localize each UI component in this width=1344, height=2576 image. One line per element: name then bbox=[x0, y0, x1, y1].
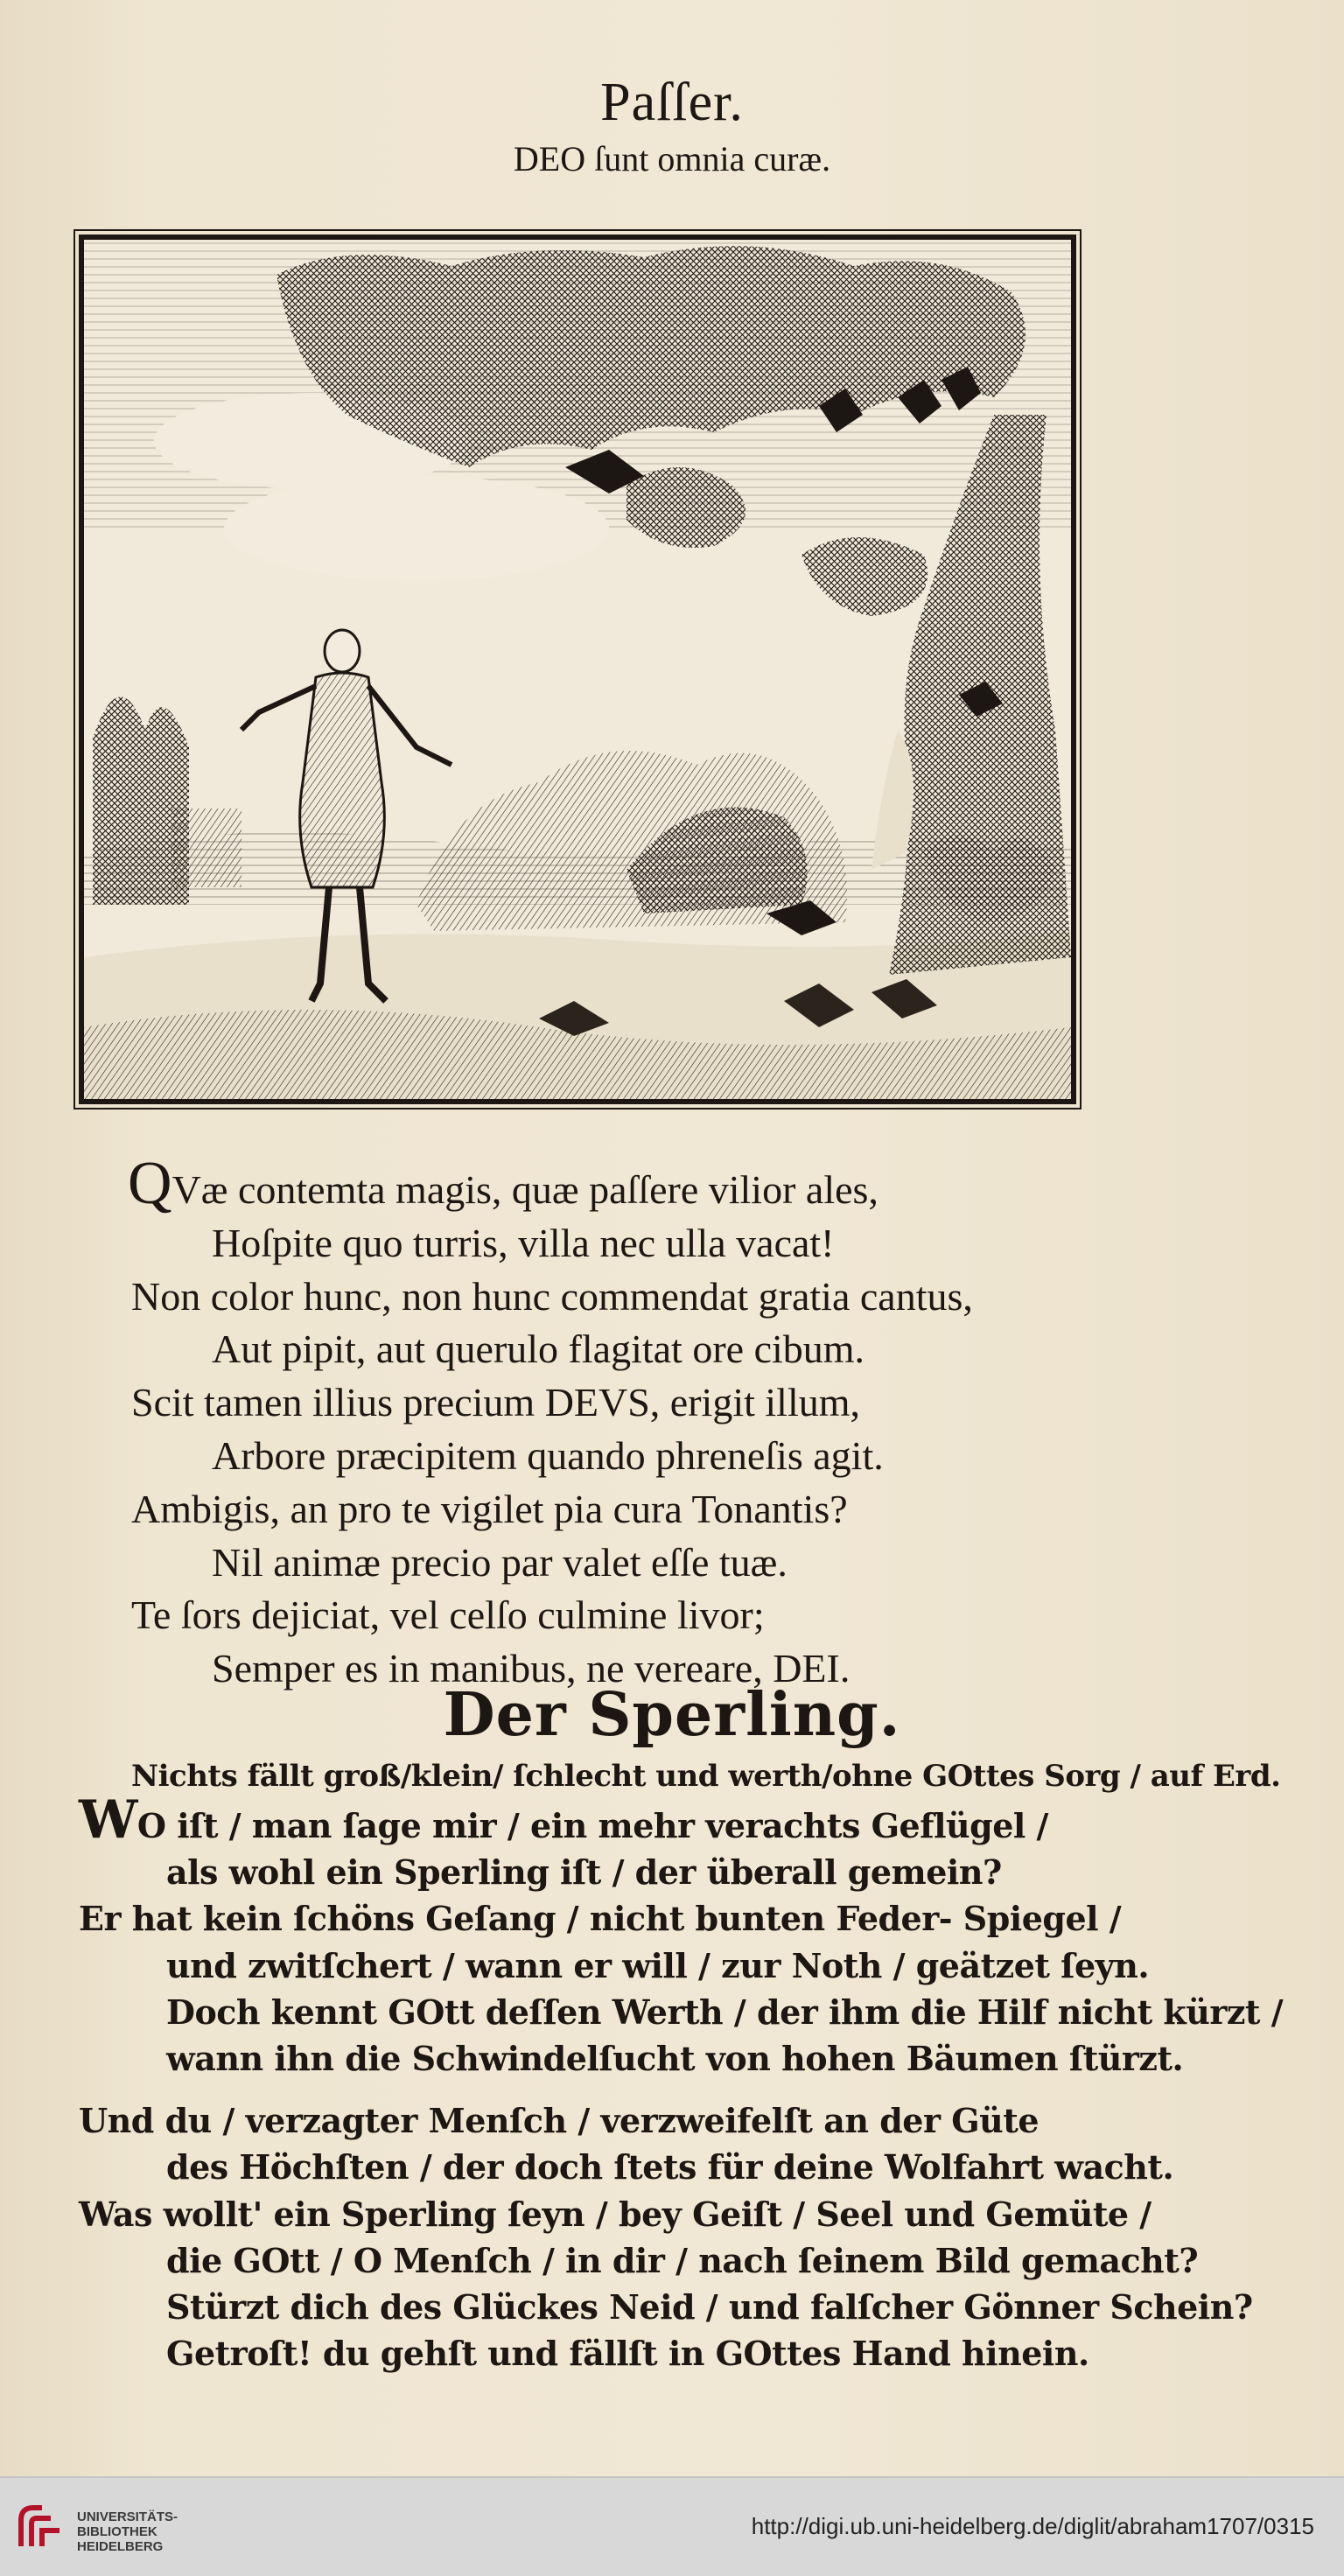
latin-line: Ambigis, an pro te vigilet pia cura Tonantis? bbox=[131, 1486, 848, 1531]
dropcap-q: Q bbox=[128, 1150, 172, 1217]
german-line: des Höchſten / der doch ſtets für deine Wolfahrt wacht. bbox=[166, 2147, 1174, 2188]
heidelberg-logo-icon[interactable] bbox=[16, 2502, 65, 2552]
german-line: Getroſt! du gehſt und fällſt in GOttes Hand hinein. bbox=[166, 2334, 1089, 2374]
latin-line: Arbore præcipitem quando phreneſis agit. bbox=[212, 1432, 884, 1478]
page-title: Paſſer. bbox=[600, 73, 744, 132]
german-line: Und du / verzagter Menſch / verzweifelſt an der Güte bbox=[79, 2101, 1040, 2141]
engraving-svg bbox=[84, 240, 1071, 1099]
latin-line: QVæ contemta magis, quæ paſſere vilior ales, bbox=[128, 1150, 878, 1217]
latin-line: Semper es in manibus, ne vereare, DEI. bbox=[212, 1646, 850, 1691]
library-footer-bar bbox=[0, 2476, 1344, 2576]
dropcap-w: W bbox=[79, 1789, 137, 1851]
library-name[interactable]: UNIVERSITÄTS- BIBLIOTHEK HEIDELBERG bbox=[77, 2510, 178, 2554]
german-line: wann ihn die Schwindelſucht von hohen Bäumen ſtürzt. bbox=[166, 2039, 1184, 2079]
german-line: Stürzt dich des Glückes Neid / und falſcher Gönner Schein? bbox=[166, 2287, 1253, 2328]
german-motto: Nichts fällt groß/klein/ ſchlecht und werth/ohne GOttes Sorg / auf Erd. bbox=[131, 1759, 1281, 1794]
german-line: die GOtt / O Menſch / in dir / nach ſeinem Bild gemacht? bbox=[166, 2240, 1199, 2280]
german-line: als wohl ein Sperling iſt / der überall gemein? bbox=[166, 1852, 1002, 1893]
permalink-url[interactable]: http://digi.ub.uni-heidelberg.de/diglit/abraham1707/0315 bbox=[751, 2513, 1314, 2539]
german-line: Er hat kein ſchöns Geſang / nicht bunten Feder- Spiegel / bbox=[79, 1899, 1122, 1939]
latin-poem bbox=[128, 1150, 1111, 1696]
german-line: Doch kennt GOtt deſſen Werth / der ihm die Hilf nicht kürzt / bbox=[166, 1992, 1284, 2032]
german-poem bbox=[79, 1789, 1284, 2376]
german-title: Der Sperling. bbox=[443, 1680, 901, 1750]
latin-line: Hoſpite quo turris, villa nec ulla vacat! bbox=[212, 1220, 835, 1265]
latin-line: Te ſors dejiciat, vel celſo culmine livor; bbox=[131, 1592, 765, 1638]
page-subtitle: DEO ſunt omnia curæ. bbox=[513, 139, 831, 178]
german-line: WO iſt / man ſage mir / ein mehr verachts Geflügel / bbox=[79, 1789, 1048, 1851]
german-line: Was wollt' ein Sperling ſeyn / bey Geiſt / Seel und Gemüte / bbox=[79, 2194, 1152, 2234]
engraving-illustration bbox=[79, 234, 1076, 1104]
latin-line: Nil animæ precio par valet eſſe tuæ. bbox=[212, 1539, 788, 1585]
latin-line: Scit tamen illius precium DEVS, erigit illum, bbox=[131, 1380, 861, 1425]
german-line: und zwitſchert / wann er will / zur Noth / geätzet ſeyn. bbox=[166, 1945, 1150, 1985]
latin-line: Non color hunc, non hunc commendat gratia cantus, bbox=[131, 1273, 973, 1319]
latin-line: Aut pipit, aut querulo flagitat ore cibum. bbox=[212, 1326, 865, 1372]
